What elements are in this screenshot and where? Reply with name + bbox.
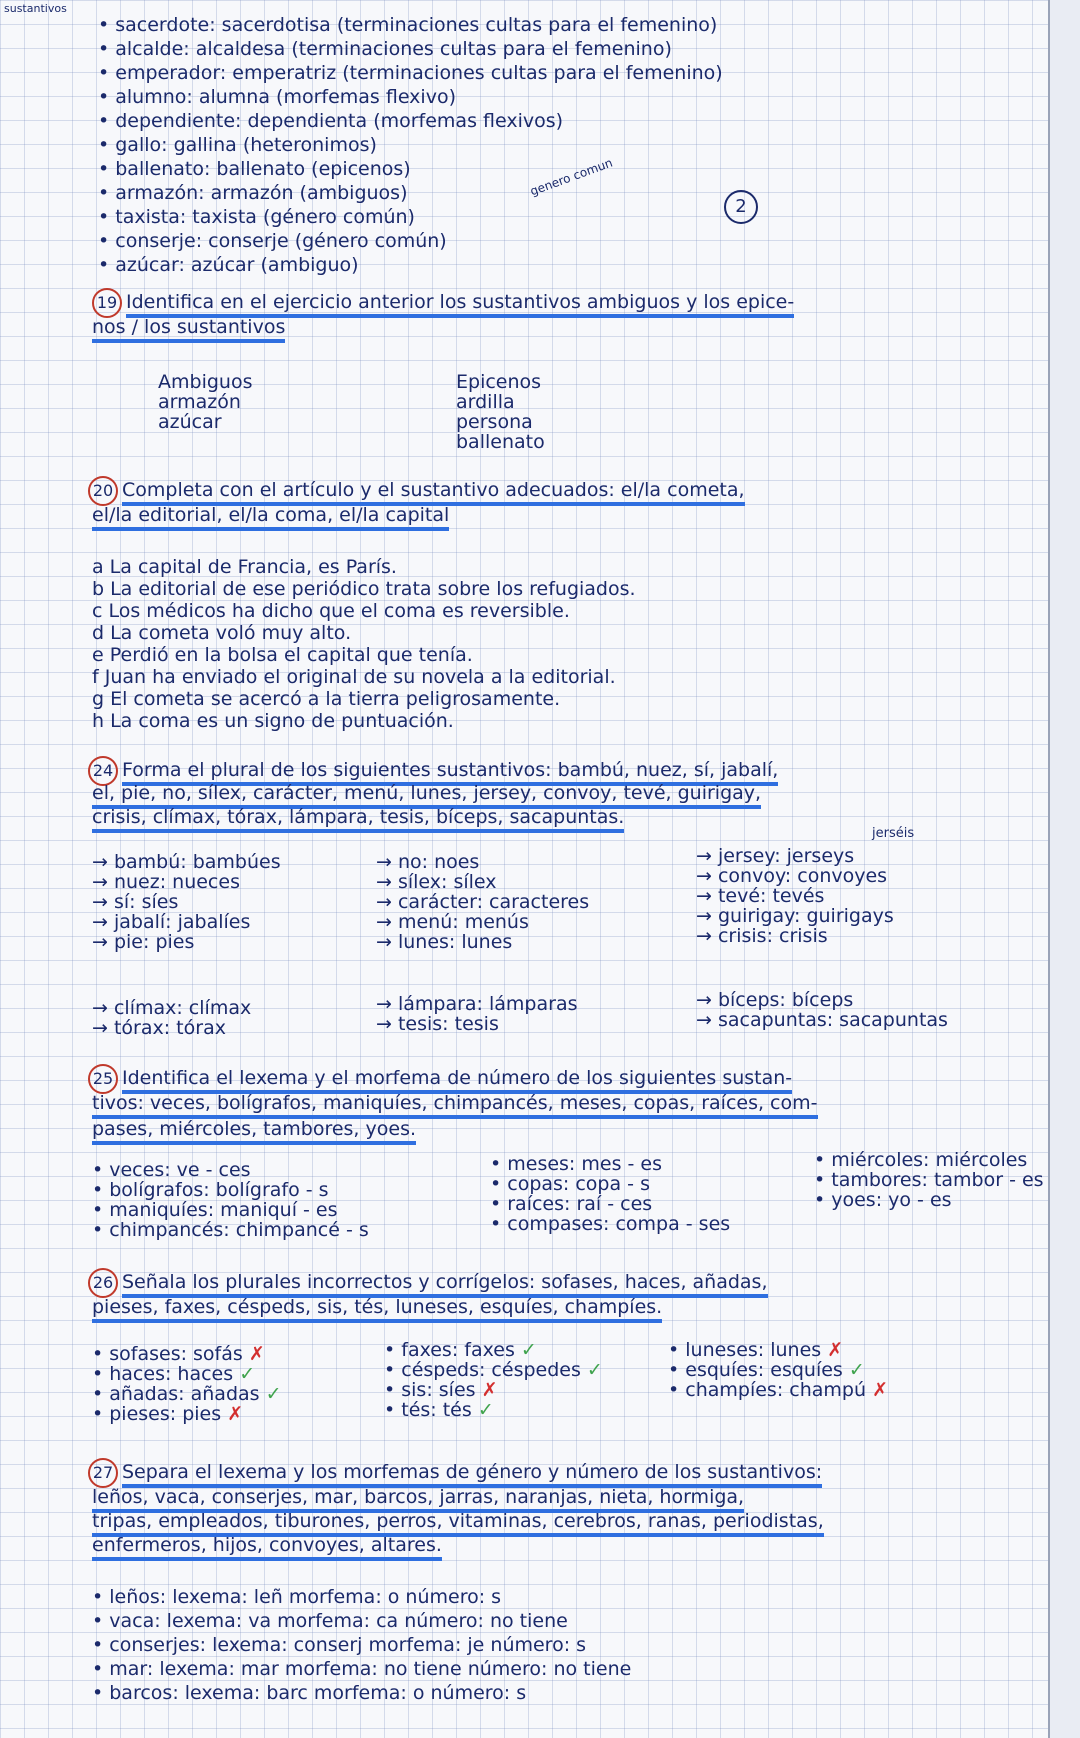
- ex25-column-2: [490, 1154, 730, 1234]
- list-item: • azúcar: azúcar (ambiguo): [98, 254, 359, 276]
- list-item: → tesis: tesis: [376, 1013, 499, 1035]
- ex26-column-3: [668, 1340, 888, 1400]
- exercise-24-heading: 24 Forma el plural de los siguientes sustantivos: bambú, nuez, sí, jabalí,: [88, 756, 778, 786]
- list-item: • sofases: sofás ✗: [92, 1343, 265, 1365]
- list-item: → sí: síes: [92, 891, 179, 913]
- exercise-19-heading: 19 Identifica en el ejercicio anterior los sustantivos ambiguos y los epice-: [92, 288, 794, 318]
- list-item: • chimpancés: chimpancé - s: [92, 1219, 369, 1241]
- exercise-25-heading: 25 Identifica el lexema y el morfema de número de los siguientes sustan-: [88, 1064, 792, 1094]
- cross-icon: ✗: [872, 1379, 888, 1401]
- list-item: • emperador: emperatriz (terminaciones cultas para el femenino): [98, 62, 723, 84]
- check-icon: ✓: [586, 1359, 603, 1381]
- list-item: • bolígrafos: bolígrafo - s: [92, 1179, 329, 1201]
- list-item: • céspeds: céspedes ✓: [384, 1359, 603, 1381]
- list-item: • yoes: yo - es: [814, 1189, 952, 1211]
- list-item: → jabalí: jabalíes: [92, 911, 251, 933]
- list-item: → no: noes: [376, 851, 480, 873]
- exercise-number: 25: [88, 1064, 118, 1094]
- list-item: d La cometa voló muy alto.: [92, 622, 352, 644]
- list-item: • champíes: champú ✗: [668, 1379, 888, 1401]
- check-icon: ✓: [477, 1399, 494, 1421]
- list-item: → carácter: caracteres: [376, 891, 590, 913]
- list-item: • leños: lexema: leñ morfema: o número: s: [92, 1586, 502, 1608]
- list-item: → lámpara: lámparas: [376, 993, 578, 1015]
- list-item: → bambú: bambúes: [92, 851, 281, 873]
- list-item: → bíceps: bíceps: [696, 989, 854, 1011]
- list-item: ardilla: [456, 391, 515, 413]
- list-item: → nuez: nueces: [92, 871, 240, 893]
- list-item: → menú: menús: [376, 911, 529, 933]
- exercise-27-heading-d: enfermeros, hijos, convoyes, altares.: [92, 1534, 442, 1556]
- list-item: • armazón: armazón (ambiguos): [98, 182, 408, 204]
- list-item: • esquíes: esquíes ✓: [668, 1359, 865, 1381]
- list-item: • copas: copa - s: [490, 1173, 650, 1195]
- exercise-number: 27: [88, 1458, 118, 1488]
- circle-number: 2: [724, 190, 758, 224]
- list-item: • dependiente: dependienta (morfemas flexivos): [98, 110, 563, 132]
- genero-note: genero comun: [528, 155, 615, 199]
- list-item: • alumno: alumna (morfemas flexivo): [98, 86, 456, 108]
- check-icon: ✓: [520, 1339, 537, 1361]
- ex25-column-3: [814, 1150, 1044, 1210]
- check-icon: ✓: [848, 1359, 865, 1381]
- ex25-column-1: [92, 1160, 369, 1240]
- list-item: h La coma es un signo de puntuación.: [92, 710, 454, 732]
- ex24-column-1: [92, 852, 281, 952]
- list-item: → lunes: lunes: [376, 931, 513, 953]
- column-title: Ambiguos: [158, 371, 253, 393]
- list-item: → sacapuntas: sacapuntas: [696, 1009, 948, 1031]
- list-item: → convoy: convoyes: [696, 865, 888, 887]
- exercise-20-heading: 20 Completa con el artículo y el sustantivo adecuados: el/la cometa,: [88, 476, 745, 506]
- list-item: • meses: mes - es: [490, 1153, 662, 1175]
- list-item: • miércoles: miércoles: [814, 1149, 1028, 1171]
- list-item: • ballenato: ballenato (epicenos): [98, 158, 411, 180]
- list-item: → pie: pies: [92, 931, 195, 953]
- list-item: • maniquíes: maniquí - es: [92, 1199, 338, 1221]
- exercise-number: 19: [92, 288, 122, 318]
- list-item: armazón: [158, 391, 241, 413]
- ex24-row2-col1: [92, 998, 251, 1038]
- list-item: • conserje: conserje (género común): [98, 230, 447, 252]
- list-item: • haces: haces ✓: [92, 1363, 256, 1385]
- exercise-27-heading-c: tripas, empleados, tiburones, perros, vitaminas, cerebros, ranas, periodistas,: [92, 1510, 824, 1532]
- epicenos-column: [456, 372, 545, 452]
- list-item: • gallo: gallina (heteronimos): [98, 134, 377, 156]
- list-item: → sílex: sílex: [376, 871, 497, 893]
- check-icon: ✓: [265, 1383, 282, 1405]
- cross-icon: ✗: [227, 1403, 244, 1425]
- list-item: → crisis: crisis: [696, 925, 828, 947]
- list-item: • sacerdote: sacerdotisa (terminaciones cultas para el femenino): [98, 14, 717, 36]
- exercise-27-heading: 27 Separa el lexema y los morfemas de género y número de los sustantivos:: [88, 1458, 822, 1488]
- list-item: • alcalde: alcaldesa (terminaciones cultas para el femenino): [98, 38, 672, 60]
- exercise-24-heading-b: el, pie, no, sílex, carácter, menú, lunes, jersey, convoy, tevé, guirigay,: [92, 782, 761, 804]
- exercise-24-heading-c: crisis, clímax, tórax, lámpara, tesis, bíceps, sacapuntas.: [92, 806, 624, 828]
- margin-note: sustantivos: [4, 2, 67, 15]
- list-item: • taxista: taxista (género común): [98, 206, 415, 228]
- list-item: • tés: tés ✓: [384, 1399, 494, 1421]
- list-item: • añadas: añadas ✓: [92, 1383, 282, 1405]
- list-item: → clímax: clímax: [92, 997, 252, 1019]
- list-item: b La editorial de ese periódico trata sobre los refugiados.: [92, 578, 636, 600]
- list-item: • pieses: pies ✗: [92, 1403, 244, 1425]
- list-item: → tórax: tórax: [92, 1017, 226, 1039]
- exercise-number: 26: [88, 1268, 118, 1298]
- exercise-number: 24: [88, 756, 118, 786]
- list-item: • faxes: faxes ✓: [384, 1339, 537, 1361]
- list-item: e Perdió en la bolsa el capital que tenía.: [92, 644, 473, 666]
- list-item: g El cometa se acercó a la tierra peligrosamente.: [92, 688, 561, 710]
- ex24-row2-col2: [376, 994, 578, 1034]
- list-item: • tambores: tambor - es: [814, 1169, 1044, 1191]
- ex24-note: jerséis: [872, 826, 915, 841]
- list-item: azúcar: [158, 411, 222, 433]
- cross-icon: ✗: [248, 1343, 265, 1365]
- cross-icon: ✗: [481, 1379, 498, 1401]
- list-item: • compases: compa - ses: [490, 1213, 731, 1235]
- ex26-column-2: [384, 1340, 603, 1420]
- list-item: ballenato: [456, 431, 545, 453]
- exercise-27-heading-b: leños, vaca, conserjes, mar, barcos, jarras, naranjas, nieta, hormiga,: [92, 1486, 744, 1508]
- exercise-25-heading-c: pases, miércoles, tambores, yoes.: [92, 1118, 416, 1140]
- check-icon: ✓: [239, 1363, 256, 1385]
- exercise-number: 20: [88, 476, 118, 506]
- exercise-26-heading: 26 Señala los plurales incorrectos y corrígelos: sofases, haces, añadas,: [88, 1268, 768, 1298]
- list-item: • vaca: lexema: va morfema: ca número: no tiene: [92, 1610, 568, 1632]
- list-item: • veces: ve - ces: [92, 1159, 251, 1181]
- ambiguos-column: [158, 372, 252, 432]
- exercise-19-heading-b: nos / los sustantivos: [92, 316, 285, 338]
- list-item: → jersey: jerseys: [696, 845, 855, 867]
- column-title: Epicenos: [456, 371, 542, 393]
- list-item: • mar: lexema: mar morfema: no tiene número: no tiene: [92, 1658, 632, 1680]
- list-item: • barcos: lexema: barc morfema: o número: s: [92, 1682, 527, 1704]
- ex24-column-3: [696, 846, 894, 946]
- ex26-column-1: [92, 1344, 282, 1424]
- list-item: • luneses: lunes ✗: [668, 1339, 844, 1361]
- list-item: f Juan ha enviado el original de su novela a la editorial.: [92, 666, 616, 688]
- list-item: a La capital de Francia, es París.: [92, 556, 397, 578]
- list-item: persona: [456, 411, 533, 433]
- exercise-25-heading-b: tivos: veces, bolígrafos, maniquíes, chimpancés, meses, copas, raíces, com-: [92, 1092, 818, 1114]
- exercise-26-heading-b: pieses, faxes, céspeds, sis, tés, luneses, esquíes, champíes.: [92, 1296, 662, 1318]
- list-item: → guirigay: guirigays: [696, 905, 894, 927]
- list-item: c Los médicos ha dicho que el coma es reversible.: [92, 600, 570, 622]
- exercise-20-heading-b: el/la editorial, el/la coma, el/la capital: [92, 504, 449, 526]
- ex24-row2-col3: [696, 990, 948, 1030]
- cross-icon: ✗: [827, 1339, 844, 1361]
- page-edge: [1048, 0, 1080, 1738]
- list-item: • conserjes: lexema: conserj morfema: je número: s: [92, 1634, 587, 1656]
- list-item: • raíces: raí - ces: [490, 1193, 653, 1215]
- list-item: • sis: síes ✗: [384, 1379, 498, 1401]
- ex24-column-2: [376, 852, 589, 952]
- list-item: → tevé: tevés: [696, 885, 825, 907]
